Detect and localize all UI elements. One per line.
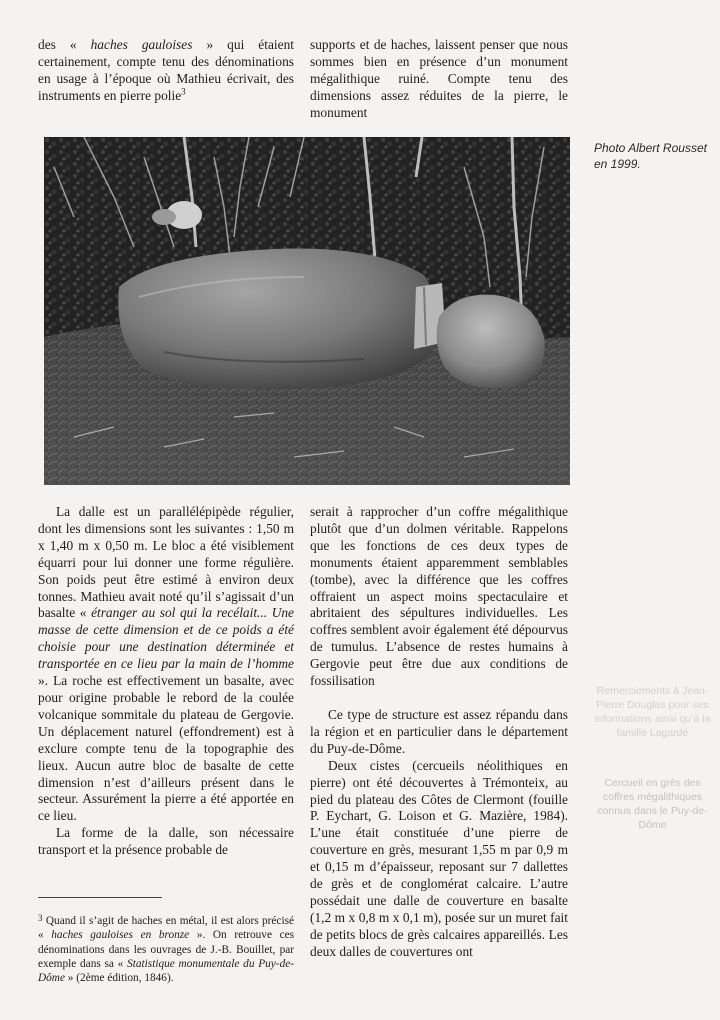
structure-paragraph: Ce type de structure est assez répandu dans la région et en particulier dans le département du Puy-de-Dôme. [310,706,568,756]
body-right-column [310,504,568,961]
text-segment: La dalle est un parallélépipède régulier, dont les dimensions sont les suivantes : 1,50 m x 1,40 m x 0,50 m. Le bloc a été visiblement équarri pour lui donner une forme régulière. Son poids peut être estimé à environ deux tonnes. Mathieu avait noté qu’il s’agissait d’un basalte « [38,504,294,621]
footnote-number: 3 [38,913,43,923]
top-right-paragraph: supports et de haches, laissent penser que nous sommes bien en présence d’un monument mégalithique ruiné. Compte tenu des dimensions assez réduites de la pierre, le monument [310,37,568,120]
text-segment: » qui étaient certainement, compte tenu des dénominations en usage à l’époque où Mathieu écrivait, des instruments en pierre polie [38,37,294,103]
top-left-column [38,37,294,105]
photo-caption: Photo Albert Rousset en 1999. [594,141,707,171]
italic-text-segment: haches gauloises [90,37,193,52]
megalith-photo [44,137,570,485]
text-segment: » (2ème édition, 1846). [64,972,174,985]
coffre-paragraph: serait à rapprocher d’un coffre mégalithique plutôt que d’un dolmen véritable. Rappelons que les fonctions de ces deux types de monuments étaient apparemment semblables (tombe), avec la différence que les coffres offraient un aspect moins spectaculaire et abritaient des sépultures individuelles. Les coffres semblent avoir également été dépourvus de tumulus. L’absence de restes humains à Gergovie peut être due aux conditions de fossilisation [310,504,568,689]
text-segment: des « [38,37,91,52]
footnote-ref[interactable]: 3 [181,86,186,97]
margin-bleed-note: Cercueil en grès des coffres mégalithiques connus dans le Puy-de-Dôme [597,777,708,831]
photo-illustration [44,137,570,485]
slab-description-paragraph [38,504,294,825]
text-segment: ». On retrouve ces dénominations dans les ouvrages de J.-B. Bouillet, par exemple dans sa « [38,929,295,970]
italic-text-segment: étranger au sol qui la recélait... Une masse de cette dimension et de ce poids a été choisie pour une destination déterminée et transportée en ce lieu par la main de l’homme [38,605,295,672]
footnote-divider [38,897,162,898]
body-left-column [38,504,294,859]
italic-text-segment: haches gauloises en bronze [51,929,190,942]
margin-bleed-note: Remerciements à Jean-Pierre Douglas pour ses informations ainsi qu’à la famille Lagardé [594,685,711,739]
cistes-paragraph: Deux cistes (cercueils néolithiques en pierre) ont été découvertes à Trémonteix, au pied du plateau des Côtes de Clermont (fouille P. Eychart, G. Loison et G. Mazière, 1984). L’une était constituée d’une pierre de couverture en grès, mesurant 1,55 m par 0,9 m et 0,15 m d’épaisseur, reposant sur 7 dallettes de grès et de conglomérat calcaire. L’autre possédait une dalle de couverture en basalte (1,2 m x 0,8 m x 0,1 m), posée sur un muret fait de petits blocs de grès calcaires appareillés. Les deux dalles de couvertures ont [310,757,568,959]
top-right-column [310,37,568,122]
top-left-paragraph [38,37,294,105]
text-segment: ». La roche est effectivement un basalte, avec pour origine probable le rebord de la coulée volcanique sommitale du plateau de Gergovie. Un déplacement naturel (effondrement) est à exclure compte tenu de la topographie des lieux. Aucun autre bloc de basalte de cette dimension n’est d’ailleurs présent dans le secteur. Assurément la pierre a été apportée en ce lieu. [38,673,294,824]
slab-shape-paragraph: La forme de la dalle, son nécessaire transport et la présence probable de [38,825,294,858]
text-segment: Quand il s’agit de haches en métal, il est alors précisé « [38,915,294,942]
footnote [38,911,294,985]
italic-text-segment: Statistique monumentale du Puy-de-Dôme [38,957,294,985]
footnote-text [38,911,294,985]
